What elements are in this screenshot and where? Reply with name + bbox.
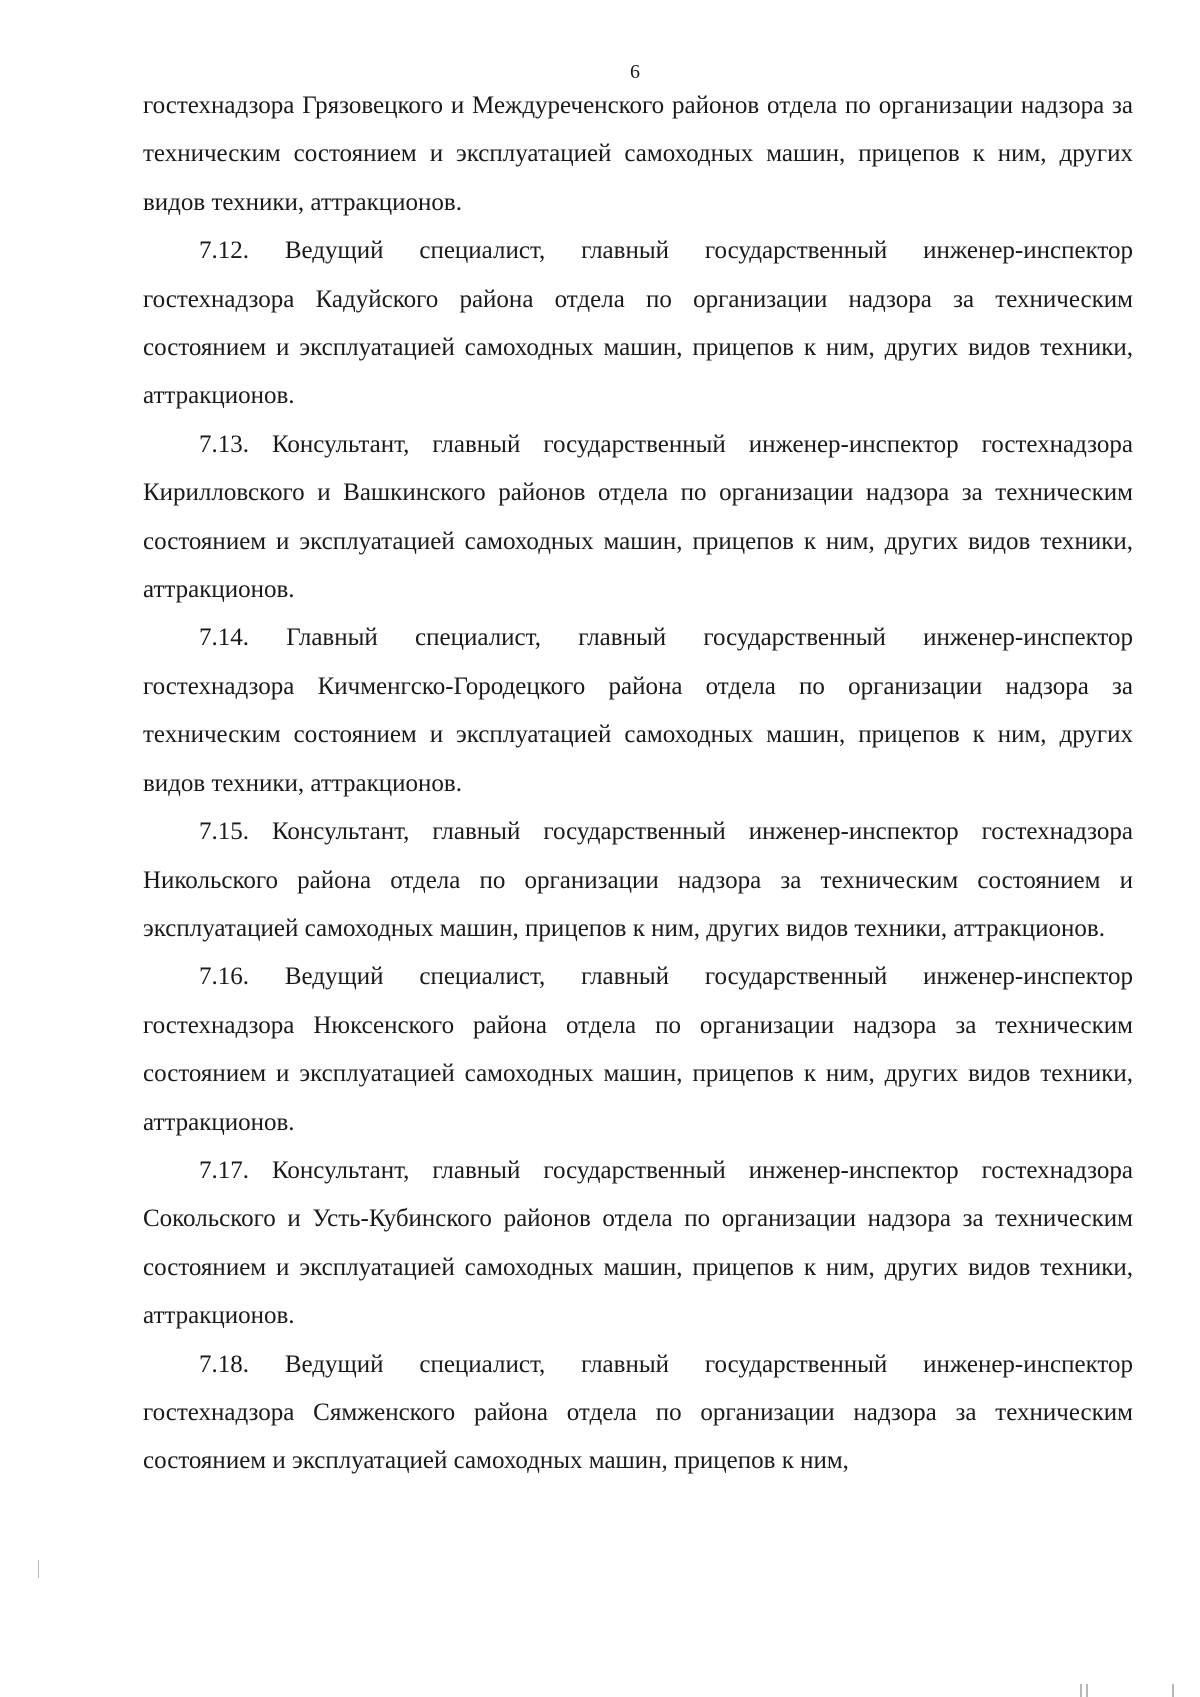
- document-body: [143, 82, 1133, 1486]
- paragraph-7-14: 7.14. Главный специалист, главный государственный инженер-инспектор гостехнадзора Кичменгско-Городецкого района отдела по организации надзора за техническим состоянием и эксплуатацией самоходных машин, прицепов к ним, других видов техники, аттракционов.: [143, 624, 1133, 797]
- paragraph-7-13: 7.13. Консультант, главный государственный инженер-инспектор гостехнадзора Кирилловского и Вашкинского районов отдела по организации надзора за техническим состоянием и эксплуатацией самоходных машин, прицепов к ним, других видов техники, аттракционов.: [143, 430, 1133, 604]
- paragraph-continuation: гостехнадзора Грязовецкого и Междуреченского районов отдела по организации надзора за техническим состоянием и эксплуатацией самоходных машин, прицепов к ним, других видов техники, аттракционов.: [143, 92, 1133, 216]
- paragraph-7-17: 7.17. Консультант, главный государственный инженер-инспектор гостехнадзора Сокольского и Усть-Кубинского районов отдела по организации надзора за техническим состоянием и эксплуатацией самоходных машин, прицепов к ним, других видов техники, аттракционов.: [143, 1156, 1133, 1330]
- scan-mark-left: [38, 1560, 39, 1578]
- scan-mark-bottom-3: [1172, 1684, 1174, 1697]
- scan-mark-bottom-1: [1080, 1684, 1082, 1697]
- paragraph-7-16: 7.16. Ведущий специалист, главный государственный инженер-инспектор гостехнадзора Нюксенского района отдела по организации надзора за техническим состоянием и эксплуатацией самоходных машин, прицепов к ним, других видов техники, аттракционов.: [143, 963, 1133, 1136]
- paragraph-7-15: 7.15. Консультант, главный государственный инженер-инспектор гостехнадзора Никольского района отдела по организации надзора за техническим состоянием и эксплуатацией самоходных машин, прицепов к ним, других видов техники, аттракционов.: [143, 818, 1133, 942]
- paragraph-7-12: 7.12. Ведущий специалист, главный государственный инженер-инспектор гостехнадзора Кадуйского района отдела по организации надзора за техническим состоянием и эксплуатацией самоходных машин, прицепов к ним, других видов техники, аттракционов.: [143, 237, 1133, 410]
- page-number: 6: [630, 61, 640, 83]
- paragraph-7-18: 7.18. Ведущий специалист, главный государственный инженер-инспектор гостехнадзора Сямженского района отдела по организации надзора за техническим состоянием и эксплуатацией самоходных машин, прицепов к ним,: [143, 1350, 1133, 1475]
- scan-mark-bottom-2: [1086, 1684, 1088, 1697]
